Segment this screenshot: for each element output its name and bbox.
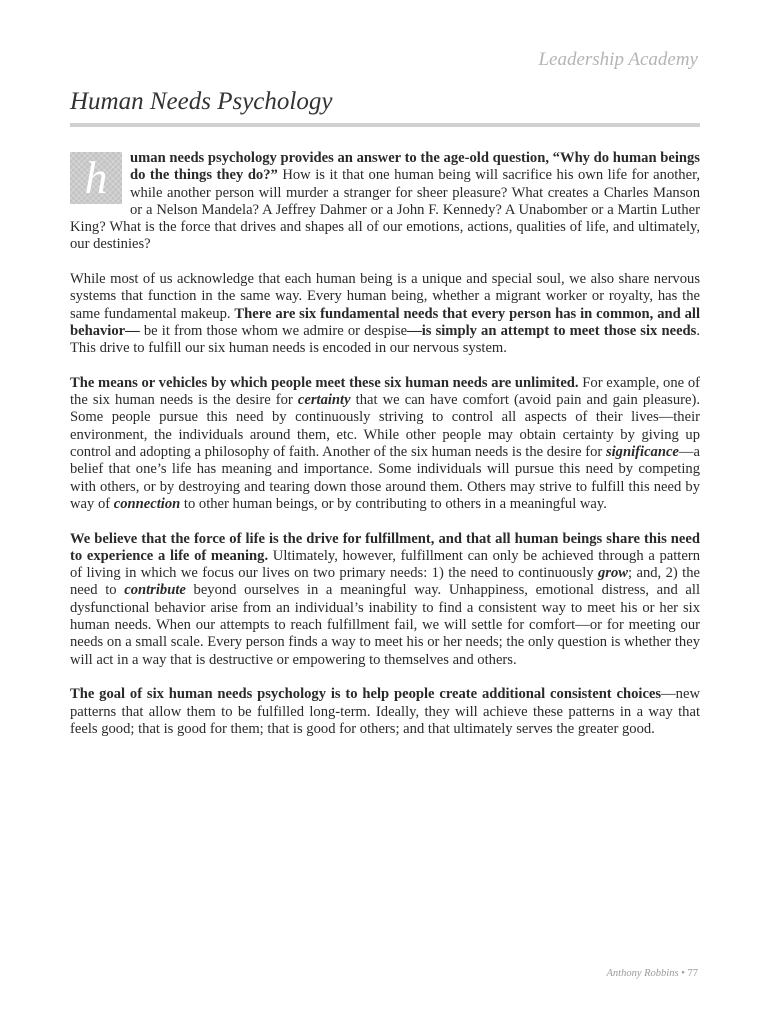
section-header: Leadership Academy: [538, 49, 698, 70]
text: to other human beings, or by contributing to others in a meaningful way.: [180, 495, 607, 512]
paragraph-5: [70, 686, 700, 738]
text: . This drive to fulfill our six human needs is encoded in our nervous system.: [70, 322, 700, 357]
text: be it from those whom we admire or despise: [139, 322, 408, 339]
bold-text: The means or vehicles by which people meet these six human needs are unlimited.: [70, 374, 579, 391]
emphasis-text: significance: [605, 444, 679, 461]
emphasis-text: contribute: [124, 582, 186, 599]
footer-separator: •: [681, 968, 685, 979]
paragraph-1: [70, 150, 700, 254]
text: that we can have comfort (avoid pain and gain pleasure). Some people pursue this need by continuously striving to control all aspects of their lives—their environment, the individuals around them, etc. While other people may obtain certainty by giving up control and adopting a philosophy of faith. Another of the six human needs is the desire for: [70, 392, 700, 461]
paragraph-3: [70, 375, 700, 513]
bold-text: We believe that the force of life is the drive for fulfillment, and that all human beings share this need to experience a life of meaning.: [70, 530, 700, 564]
bold-text: —is simply an attempt to meet those six needs: [407, 322, 697, 339]
article-body: [70, 150, 700, 755]
bold-text: The goal of six human needs psychology is to help people create additional consistent choices: [70, 686, 662, 703]
text: —new patterns that allow them to be fulfilled long-term. Ideally, they will achieve these patterns in a way that feels good; that is good for them; that is good for others; and that ultimately serves the greater good.: [70, 686, 700, 737]
paragraph-4: [70, 531, 700, 669]
text: For example, one of the six human needs is the desire for: [70, 374, 700, 409]
bold-text: uman needs psychology provides an answer to the age-old question, “Why do human beings do the things they do?”: [130, 150, 700, 184]
text: —a belief that one’s life has meaning and importance. Some individuals will pursue this need by competing with others, or by destroying and tearing down those around them. Others may strive to fulfill this need by way of: [70, 444, 700, 512]
emphasis-text: certainty: [297, 392, 351, 409]
page-number: 77: [687, 968, 698, 979]
page-title: Human Needs Psychology: [70, 88, 333, 115]
emphasis-text: connection: [113, 495, 181, 512]
text: ; and, 2) the need to: [70, 565, 700, 599]
page-footer: [607, 968, 698, 979]
title-divider: [70, 123, 700, 127]
emphasis-text: grow: [598, 565, 629, 582]
text: Ultimately, however, fulfillment can only be achieved through a pattern of living in which we focus our lives on two primary needs: 1) the need to continuously: [70, 547, 700, 582]
footer-author: Anthony Robbins: [606, 968, 679, 979]
drop-cap: h: [70, 152, 122, 204]
text: beyond ourselves in a meaningful way. Unhappiness, emotional distress, and all dysfunctional behavior arise from an individual’s inability to find a consistent way to meet his or her six human needs. When our attempts to reach fulfillment fail, we will settle for comfort—or for meeting our needs on a small scale. Every person finds a way to meet his or her needs; the only question is whether they will act in a way that is destructive or empowering to themselves and others.: [70, 582, 700, 668]
text: While most of us acknowledge that each human being is a unique and special soul, we also share nervous systems that function in the same way. Every human being, whether a migrant worker or royalty, has the same fundamental makeup.: [70, 271, 700, 322]
paragraph-2: [70, 271, 700, 357]
bold-text: There are six fundamental needs that every person has in common, and all behavior—: [70, 305, 701, 339]
text: How is it that one human being will sacrifice his own life for another, while another person will murder a stranger for sheer pleasure? What creates a Charles Manson or a Nelson Mandela? A Jeffrey Dahmer or a John F. Kennedy? A Unabomber or a Martin Luther King? What is the force that drives and shapes all of our emotions, actions, qualities of life, and ultimately, our destinies?: [70, 167, 700, 253]
